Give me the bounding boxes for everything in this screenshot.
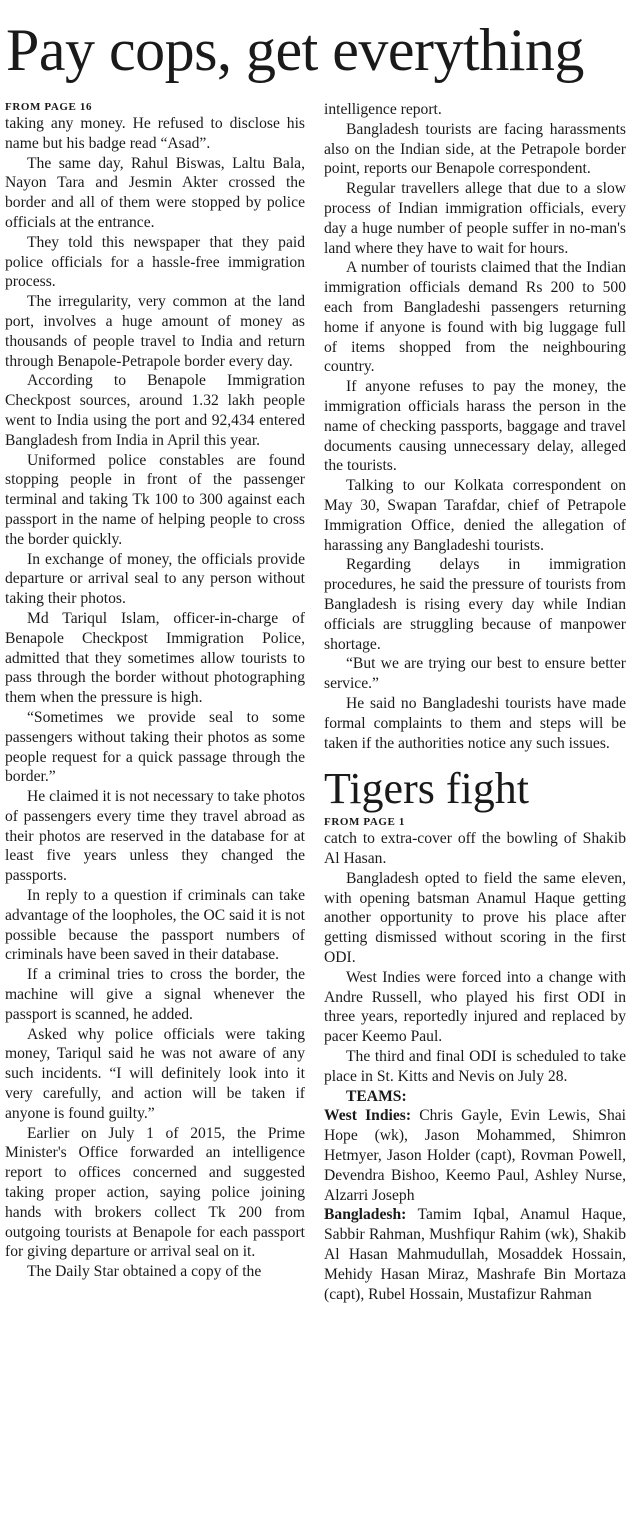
paragraph: He claimed it is not necessary to take photos of passengers every time they travel abroad as their photos are reserved in the database for at least five years unless they changed the passports.: [5, 788, 306, 885]
paragraph: The Daily Star obtained a copy of the: [27, 1263, 262, 1281]
paragraph: They told this newspaper that they paid police officials for a hassle-free immigration process.: [5, 233, 305, 291]
paragraph: Md Tariqul Islam, officer-in-charge of Benapole Checkpost Immigration Police, admitted that they sometimes allow tourists to pass through the border without photographing them when the pressure is high.: [5, 609, 305, 707]
paragraph: Talking to our Kolkata correspondent on May 30, Swapan Tarafdar, chief of Petrapole Immigration Office, denied the allegation of harassing any Bangladeshi tourists.: [324, 477, 626, 554]
paragraph: A number of tourists claimed that the Indian immigration officials demand Rs 200 to 500 each from Bangladeshi passengers returning home if anyone is found with big luggage full of items shopped from the neighbouring country.: [324, 259, 626, 376]
paragraph: If a criminal tries to cross the border, the machine will give a signal whenever the passport is scanned, he added.: [5, 966, 305, 1023]
paragraph: Earlier on July 1 of 2015, the Prime Minister's Office forwarded an intelligence report to offices concerned and suggested taking proper action, saying police joining hands with brokers collect Tk 200 from outgoing tourists at Benapole for each passport for giving departure or arrival seal on it.: [5, 1124, 305, 1261]
teams-label: TEAMS:: [346, 1087, 407, 1105]
paragraph: He said no Bangladeshi tourists have made formal complaints to them and steps will be taken if the authorities notice any such issues.: [324, 694, 626, 752]
paragraph: “But we are trying our best to ensure better service.”: [324, 655, 626, 693]
left-column: [5, 100, 305, 1282]
second-article-body: [324, 829, 626, 1304]
continued-from-label: FROM PAGE 1: [324, 816, 405, 829]
paragraph: Bangladesh opted to field the same eleven, with opening batsman Anamul Haque getting another opportunity to prove his place after getting dismissed without scoring in the first ODI.: [324, 869, 626, 967]
paragraph: In reply to a question if criminals can take advantage of the loopholes, the OC said it is not possible because the passport numbers of criminals have been saved in their database.: [5, 887, 305, 964]
article-body-right: [324, 100, 626, 753]
paragraph: According to Benapole Immigration Checkpost sources, around 1.32 lakh people went to India using the port and 92,434 entered Bangladesh from India in April this year.: [5, 372, 305, 449]
paragraph: Asked why police officials were taking money, Tariqul said he was not aware of any such incidents. “I will definitely look into it very carefully, and action will be taken if anyone is found guilty.”: [5, 1025, 305, 1122]
paragraph: intelligence report.: [324, 101, 442, 118]
paragraph: Bangladesh tourists are facing harassments also on the Indian side, at the Petrapole border point, reports our Benapole correspondent.: [324, 120, 626, 178]
paragraph: Regarding delays in immigration procedures, he said the pressure of tourists from Bangladesh is rising every day while Indian officials are struggling because of manpower shortage.: [324, 556, 626, 653]
paragraph: “Sometimes we provide seal to some passengers without taking their photos as some people request for a quick passage through the border.”: [5, 708, 305, 786]
paragraph: The irregularity, very common at the land port, involves a huge amount of money as thousands of people travel to India and return through Benapole-Petrapole border every day.: [5, 293, 305, 370]
team-entry: [324, 1205, 626, 1304]
paragraph: catch to extra-cover off the bowling of Shakib Al Hasan.: [324, 830, 626, 868]
article-body-left: [5, 114, 305, 1282]
paragraph: In exchange of money, the officials provide departure or arrival seal to any person without taking their photos.: [5, 550, 305, 608]
paragraph: If anyone refuses to pay the money, the immigration officials harass the person in the name of checking passports, baggage and travel documents causing unnecessary delay, alleged the tourists.: [324, 378, 626, 475]
paragraph: The same day, Rahul Biswas, Laltu Bala, Nayon Tara and Jesmin Akter crossed the border and all of them were stopped by police officials at the entrance.: [5, 154, 305, 231]
paragraph: taking any money. He refused to disclose his name but his badge read “Asad”.: [5, 115, 305, 152]
team-players: Tamim Iqbal, Anamul Haque, Sabbir Rahman, Mushfiqur Rahim (wk), Shakib Al Hasan Mahmudullah, Mosaddek Hossain, Mehidy Hasan Miraz, Mashrafe Bin Mortaza (capt), Rubel Hossain, Mustafizur Rahman: [324, 1206, 626, 1303]
paragraph: West Indies were forced into a change with Andre Russell, who played his first ODI in three years, reportedly injured and replaced by pacer Keemo Paul.: [324, 968, 626, 1046]
team-name: West Indies:: [324, 1107, 412, 1125]
right-column: [324, 100, 626, 1304]
team-name: Bangladesh:: [324, 1206, 407, 1224]
team-players: Chris Gayle, Evin Lewis, Shai Hope (wk), Jason Mohammed, Shimron Hetmyer, Jason Holder (capt), Rovman Powell, Devendra Bishoo, Keemo Paul, Ashley Nurse, Alzarri Joseph: [324, 1107, 626, 1204]
paragraph: The third and final ODI is scheduled to take place in St. Kitts and Nevis on July 28.: [324, 1048, 626, 1085]
continued-from-label: FROM PAGE 16: [5, 101, 93, 113]
paragraph: Regular travellers allege that due to a slow process of Indian immigration officials, every day a huge number of people suffer in no-man's land where they have to wait for hours.: [324, 180, 626, 257]
article-headline: Pay cops, get everything: [6, 17, 584, 83]
team-entry: [324, 1106, 626, 1205]
second-article-headline: Tigers fight: [324, 764, 529, 814]
paragraph: Uniformed police constables are found stopping people in front of the passenger terminal and taking Tk 100 to 300 against each passport in the name of helping people to cross the border quickly.: [5, 451, 305, 548]
